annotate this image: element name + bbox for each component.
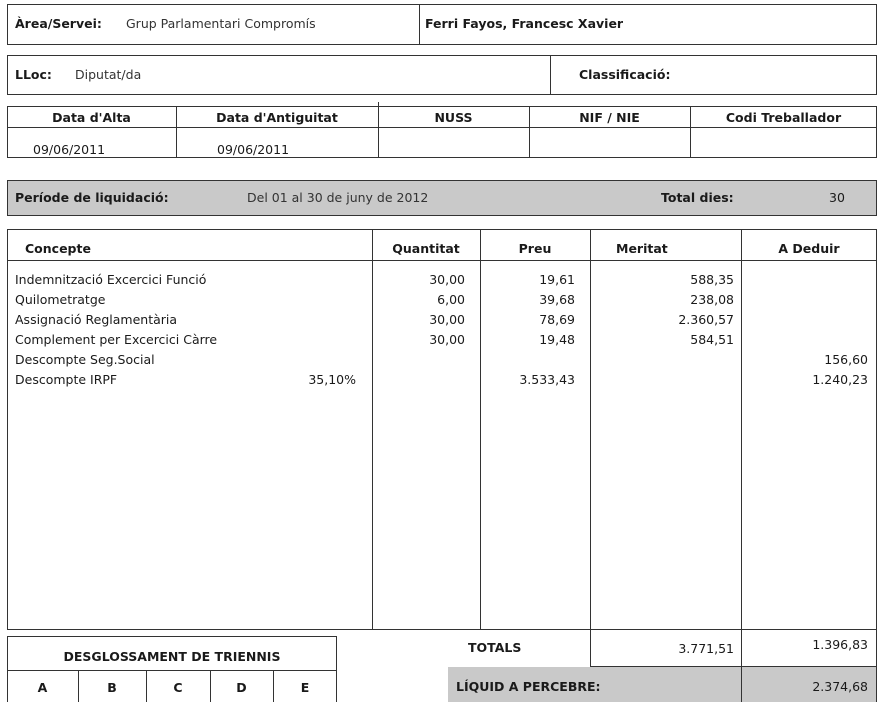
header-a-deduir: A Deduir: [778, 241, 840, 256]
row-preu: 78,69: [539, 312, 575, 327]
area-label: Àrea/Servei:: [15, 16, 102, 31]
header-nif-nie: NIF / NIE: [579, 110, 640, 125]
header-data-antiguitat: Data d'Antiguitat: [216, 110, 338, 125]
row-concepte: Quilometratge: [15, 292, 106, 307]
area-value: Grup Parlamentari Compromís: [126, 16, 316, 31]
row-extra-percent: 35,10%: [308, 372, 356, 387]
liquid-value: 2.374,68: [812, 679, 868, 694]
value-data-antiguitat: 09/06/2011: [217, 142, 290, 157]
row-preu: 39,68: [539, 292, 575, 307]
row-concepte: Descompte IRPF: [15, 372, 118, 387]
totals-deduir: 1.396,83: [812, 637, 868, 652]
totals-meritat: 3.771,51: [678, 641, 734, 656]
value-data-alta: 09/06/2011: [33, 142, 106, 157]
row-deduir: 1.240,23: [812, 372, 868, 387]
header-concepte: Concepte: [25, 241, 91, 256]
header-nuss: NUSS: [434, 110, 473, 125]
periode-label: Període de liquidació:: [15, 190, 169, 205]
concepts-table: [7, 229, 877, 630]
liquid-label: LÍQUID A PERCEBRE:: [456, 679, 601, 694]
lloc-label: LLoc:: [15, 67, 52, 82]
row-concepte: Descompte Seg.Social: [15, 352, 155, 367]
row-preu: 3.533,43: [519, 372, 575, 387]
row-quantitat: 30,00: [429, 272, 465, 287]
totals-label: TOTALS: [468, 640, 522, 655]
header-preu: Preu: [518, 241, 552, 256]
row-quantitat: 30,00: [429, 312, 465, 327]
periode-value: Del 01 al 30 de juny de 2012: [247, 190, 429, 205]
header-data-alta: Data d'Alta: [52, 110, 131, 125]
triennis-col-b: B: [107, 680, 117, 695]
triennis-col-d: D: [236, 680, 247, 695]
row-meritat: 584,51: [690, 332, 734, 347]
row-concepte: Assignació Reglamentària: [15, 312, 178, 327]
header-codi-treballador: Codi Treballador: [725, 110, 842, 125]
triennis-col-c: C: [173, 680, 183, 695]
row-preu: 19,48: [539, 332, 575, 347]
header-meritat: Meritat: [616, 241, 668, 256]
total-dies-value: 30: [829, 190, 845, 205]
row-preu: 19,61: [539, 272, 575, 287]
employee-name: Ferri Fayos, Francesc Xavier: [425, 16, 624, 31]
triennis-col-a: A: [37, 680, 48, 695]
row-concepte: Indemnització Excercici Funció: [15, 272, 207, 287]
row-quantitat: 6,00: [437, 292, 465, 307]
header-quantitat: Quantitat: [392, 241, 460, 256]
row-meritat: 238,08: [690, 292, 734, 307]
row-deduir: 156,60: [824, 352, 868, 367]
row-meritat: 588,35: [690, 272, 734, 287]
triennis-title: DESGLOSSAMENT DE TRIENNIS: [63, 649, 281, 664]
lloc-value: Diputat/da: [75, 67, 142, 82]
total-dies-label: Total dies:: [661, 190, 734, 205]
row-meritat: 2.360,57: [678, 312, 734, 327]
row-quantitat: 30,00: [429, 332, 465, 347]
classificacio-label: Classificació:: [579, 67, 671, 82]
row-concepte: Complement per Excercici Càrre: [15, 332, 218, 347]
triennis-col-e: E: [300, 680, 310, 695]
